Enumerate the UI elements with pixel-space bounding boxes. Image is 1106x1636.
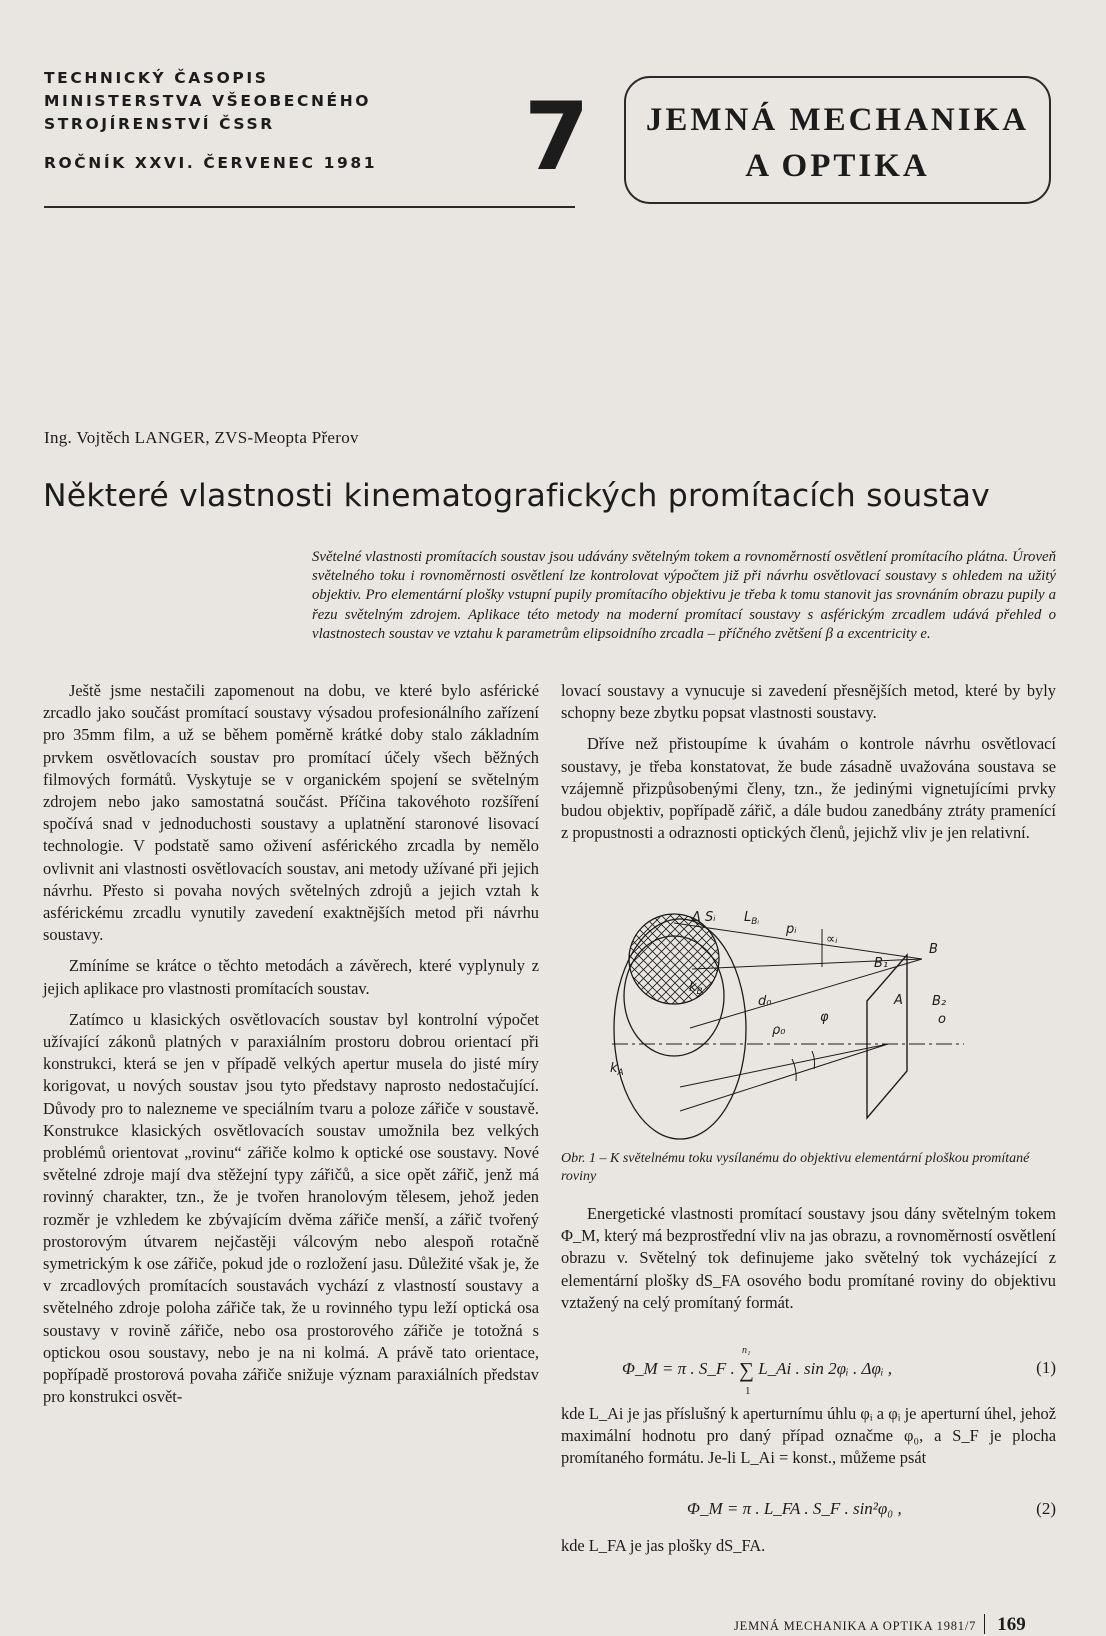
page-number: 169 bbox=[997, 1614, 1026, 1635]
left-paragraph-1: Ještě jsme nestačili zapomenout na dobu, ve které bylo asférické zrcadlo jako součást promítací soustavy výsadou profesionálního zařízení pro 35mm film, a už se během poměrně krátké doby stalo základním prvkem osvětlovacích soustav pro promítací účely všech běžných filmových formátů. Vyskytuje se v organickém spojení se světelným zdrojem nebo jako samostatná součást. Příčina takovéhoto rozšíření spočívá snad v jednoduchosti soustavy a uplatnění staronové lisovací technologie. V podstatě samo oživení asférického zrcadla by nemělo ovlivnit ani vlastnosti osvětlovacích soustav, ani metody užívané při jejich návrhu. Přesto si povaha nových světelných zdrojů a jejich vztah k asférickému zrcadlu vynutily zavedení exaktnějších metod při návrhu soustavy. bbox=[43, 681, 539, 945]
label-A: A bbox=[894, 993, 903, 1008]
footer-divider bbox=[984, 1614, 985, 1634]
right-column bbox=[561, 680, 1056, 853]
label-rho0: ρ₀ bbox=[772, 1023, 786, 1038]
label-dSi: Δ Sᵢ bbox=[692, 910, 716, 925]
equation-2 bbox=[622, 1499, 1056, 1519]
projection-plane bbox=[867, 955, 907, 1118]
equation-1 bbox=[622, 1345, 1056, 1397]
publisher-block bbox=[44, 67, 564, 175]
right-paragraph-2: Dříve než přistoupíme k úvahám o kontrole návrhu osvětlovací soustavy, je třeba konstatovat, že bude zásadně uvažována soustava se vzájemně přizpůsobenými členy, tzn., že jedinými vignetujícími prvky budou objektiv, popřípadě zářič, a dále budou zanedbány ztráty pramenící z propustnosti a odraznosti optických členů, jejichž vliv je jen relativní. bbox=[561, 734, 1056, 843]
magazine-title-box bbox=[624, 76, 1051, 204]
ray-axis-point-2 bbox=[680, 1044, 888, 1111]
label-alpha: ∝ᵢ bbox=[826, 932, 838, 947]
label-pi: pᵢ bbox=[786, 922, 797, 937]
right-paragraph-1: lovací soustavy a vynucuje si zavedení přesnějších metod, které by byly schopny beze zbytku popsat vlastnosti soustavy. bbox=[561, 681, 1056, 723]
equation-2-number: (2) bbox=[1036, 1499, 1056, 1518]
publisher-line-3: STROJÍRENSTVÍ ČSSR bbox=[44, 115, 275, 133]
publisher-line-2: MINISTERSTVA VŠEOBECNÉHO bbox=[44, 92, 372, 110]
left-column bbox=[43, 680, 539, 1418]
article-author: Ing. Vojtěch LANGER, ZVS-Meopta Přerov bbox=[44, 428, 359, 447]
label-B2: B₂ bbox=[932, 994, 947, 1009]
figure-caption: Obr. 1 – K světelnému toku vysílanému do objektivu elementární ploškou promítané roviny bbox=[561, 1151, 1030, 1184]
left-paragraph-2: Zmíníme se krátce o těchto metodách a závěrech, které vyplynuly z jejich aplikace pro vlastnosti promítacích soustav. bbox=[43, 956, 539, 998]
publisher-line-1: TECHNICKÝ ČASOPIS bbox=[44, 69, 269, 87]
label-B1: B₁ bbox=[874, 956, 889, 971]
article-title: Některé vlastnosti kinematografických promítacích soustav bbox=[43, 478, 990, 514]
article-abstract: Světelné vlastnosti promítacích soustav jsou udávány světelným tokem a rovnoměrností osvětlení promítacího plátna. Úroveň světelného toku i rovnoměrnosti osvětlení lze kontrolovat výpočtem již při návrhu osvětlovací soustavy s ohledem na užitý objektiv. Pro elementární plošky vstupní pupily promítacího objektivu je třeba k tomu stanovit jas srovnáním obrazu pupily a řezu světelným zdrojem. Aplikace této metody na moderní promítací soustavy s asférickým zrcadlem udává přehled o vlastnostech soustav ve vztahu k parametrům elipsoidního zrcadla – příčného zvětšení β a excentricity e. bbox=[312, 549, 1056, 642]
label-kB: $k_B$ bbox=[689, 980, 703, 997]
label-kA: $k_A$ bbox=[610, 1061, 624, 1078]
label-o: o bbox=[938, 1012, 946, 1027]
ray-axis-point bbox=[680, 1044, 888, 1087]
left-paragraph-3: Zatímco u klasických osvětlovacích soustav byl kontrolní výpočet užívající zákonů platných v paraxiálním prostoru dobrou orientací při konstrukci, která se jen v případě velkých apertur musela do jisté míry korigovat, u nových soustav jsou tyto představy naprosto nedostačující. Důvody pro to nalezneme ve speciálním tvaru a poloze zářiče v soustavě. Konstrukce klasických osvětlovacích soustav umožnila bez velkých problémů orientovat „rovinu“ zářiče kolmo k optické ose soustavy. Nové světelné zdroje mají dva stěžejní typy zářičů, a sice opět zářič, jenž má rovinný charakter, tzn., že je tvořen hranolovým tělesem, jehož jeden rozměr je vzhledem ke zbývajícím dvěma zářiče menší, a zářič tvořený prostorovým útvarem nejčastěji válcovým nebo alespoň rotačně symetrickým k ose zářiče, pokud jde o rozložení jasu. Důležité však je, že v zrcadlových promítacích soustavách vychází z vlastností soustavy a světelného zdroje poloha zářiče tak, že u rovinného typu leží optická osa soustavy v rovině zářiče, nebo osa prostorového zářiče je totožná s optickou osou soustavy, nebo je na ni kolmá. A právě tato orientace, popřípadě prostorová povaha zářiče snižuje význam paraxiálních představ pro konstrukci osvět- bbox=[43, 1009, 539, 1407]
energy-paragraph: Energetické vlastnosti promítací soustavy jsou dány světelným tokem Φ_M, který má bezprostřední vliv na jas obrazu, a rovnoměrností osvětlení obrazu v. Světelný tok definujeme jako světelný tok vycházející z elementární plošky dS_FA osového bodu promítané roviny do objektivu vztažený na celý promítaný formát. bbox=[561, 1204, 1056, 1312]
equation-1-lhs: Φ_M = π . S_F . bbox=[622, 1359, 739, 1378]
magazine-title-line-1: JEMNÁ MECHANIKA bbox=[645, 102, 1030, 138]
label-d0: d₀ bbox=[758, 994, 772, 1009]
after-equation-2: kde L_FA je jas plošky dS_FA. bbox=[561, 1536, 766, 1555]
figure-1 bbox=[612, 911, 1002, 1151]
angle-arc-rho0 bbox=[792, 1059, 796, 1081]
equation-2-text: Φ_M = π . L_FA . S_F . sin²φ₀ , bbox=[687, 1499, 902, 1518]
label-B: B bbox=[929, 942, 938, 957]
sum-lower-limit: 1 bbox=[744, 1385, 751, 1397]
equation-1-rhs: L_Ai . sin 2φᵢ . Δφᵢ , bbox=[753, 1359, 893, 1378]
sum-upper-limit: n₁ bbox=[741, 1345, 751, 1356]
footer-running-title: JEMNÁ MECHANIKA A OPTIKA 1981/7 bbox=[734, 1619, 977, 1633]
page-footer bbox=[734, 1614, 1026, 1636]
equation-1-number: (1) bbox=[1036, 1358, 1056, 1377]
after-equation-1: kde L_Ai je jas příslušný k aperturnímu úhlu φᵢ a φᵢ je aperturní úhel, jehož maximální hodnotu pro daný případ označme φ₀, a S_F je plocha promítaného formátu. Je-li L_Ai = konst., můžeme psát bbox=[561, 1404, 1056, 1468]
sum-symbol: ∑ n₁ 1 bbox=[738, 1345, 754, 1397]
magazine-title-line-2: A OPTIKA bbox=[745, 148, 930, 184]
label-LBi: $L_{Bᵢ}$ bbox=[744, 910, 760, 927]
header-rule bbox=[44, 206, 575, 208]
issue-number: 7 bbox=[524, 83, 590, 192]
energy-section bbox=[561, 1203, 1056, 1314]
issue-line: ROČNÍK XXVI. ČERVENEC 1981 bbox=[44, 154, 378, 172]
label-phi: φ bbox=[820, 1010, 829, 1025]
figure-1-diagram bbox=[612, 911, 1002, 1151]
